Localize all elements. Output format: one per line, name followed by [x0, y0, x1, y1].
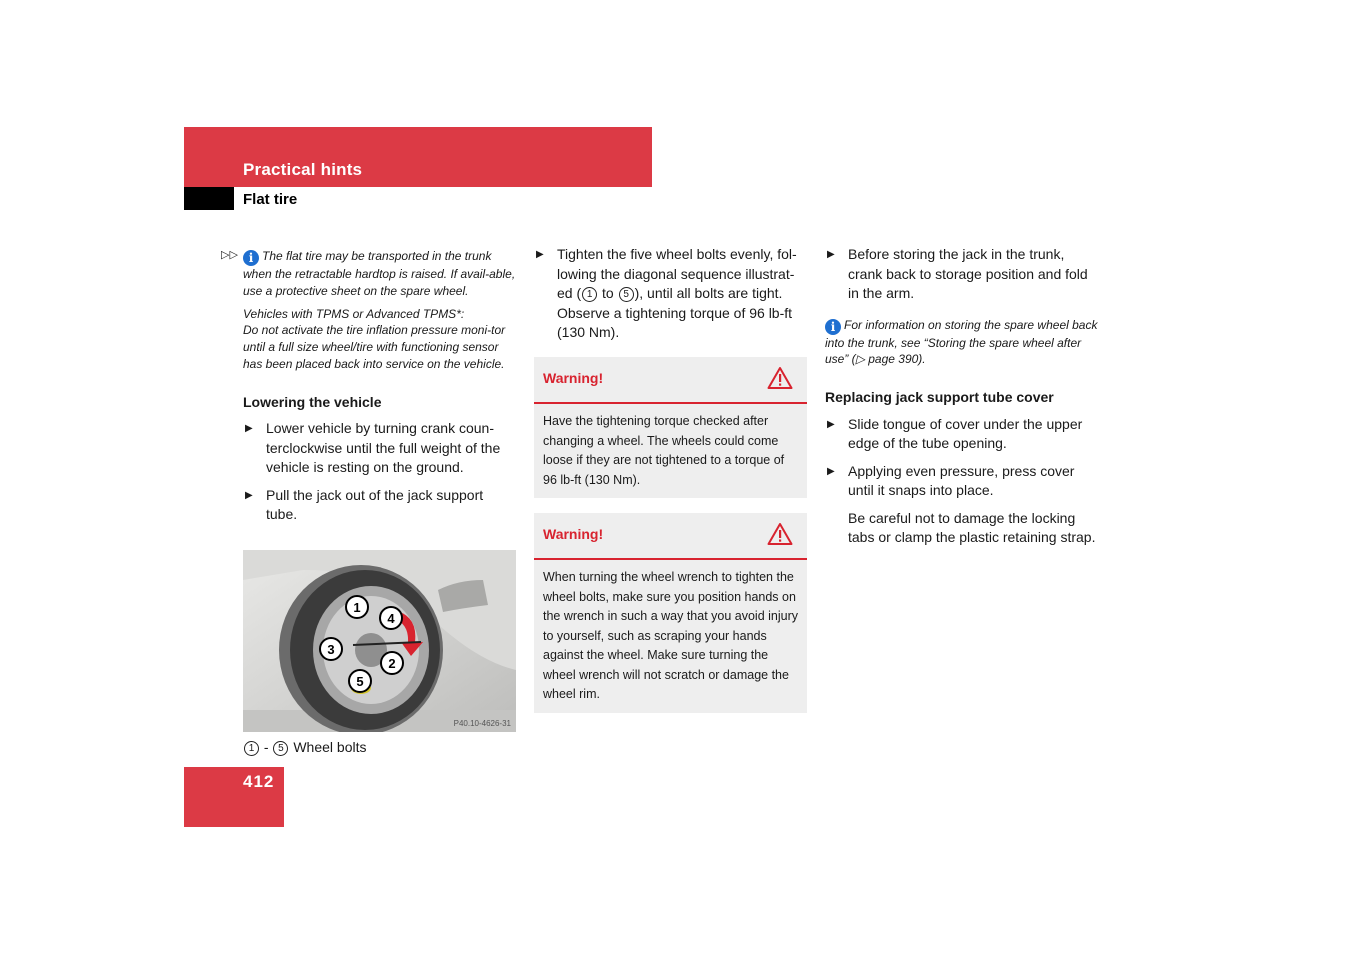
info-note-2-body: Do not activate the tire inflation pressure moni-tor until a full size wheel/tire with functioning sensor has been placed back into service on the vehicle. — [243, 323, 506, 371]
info-note-storage — [825, 317, 1101, 369]
left-column — [221, 248, 517, 525]
info-note-2 — [243, 306, 517, 373]
info-note-1 — [221, 248, 517, 300]
info-icon: i — [825, 319, 841, 335]
section-title: Practical hints — [243, 160, 363, 179]
list-item-text-part1: Tighten the five wheel bolts evenly, fol-lowing the diagonal sequence illustrat-ed ( — [557, 246, 797, 301]
caution-paragraph: Be careful not to damage the locking tabs or clamp the plastic retaining strap. — [848, 509, 1096, 546]
warning-text: When turning the wheel wrench to tighten the wheel bolts, make sure you position hands on the wrench in such a way that you avoid injury to yourself, such as scraping your hands against the wheel. Make sure turning the wheel wrench will not scratch or damage the wheel rim. — [543, 570, 798, 701]
replacing-cover-heading: Replacing jack support tube cover — [825, 389, 1054, 406]
bolt-label-4: 4 — [387, 611, 395, 626]
info-note-storage-text: For information on storing the spare wheel back into the trunk, see “Storing the spare wheel after use” (▷ page 390). — [825, 317, 1098, 367]
list-item-text: Slide tongue of cover under the upper edge of the tube opening. — [848, 415, 1083, 452]
list-item-text-to: to — [598, 285, 618, 301]
list-item-text: Applying even pressure, press cover until it snaps into place. — [848, 462, 1075, 499]
warning-label: Warning! — [543, 370, 604, 386]
info-icon: i — [243, 250, 259, 266]
caption-bolt-start: 1 — [244, 741, 259, 756]
wheel-illustration-svg — [243, 550, 516, 732]
info-note-1-text: The flat tire may be transported in the trunk when the retractable hardtop is raised. If avail-able, use a protective sheet on the spare wheel. — [243, 249, 516, 298]
bolt-label-2: 2 — [388, 656, 396, 671]
figure-code: P40.10-4626-31 — [453, 719, 511, 728]
warning-header — [534, 513, 807, 560]
list-item — [825, 415, 1101, 454]
bullet-arrow-icon: ▶ — [827, 465, 835, 477]
bolt-label-1: 1 — [353, 600, 361, 615]
figure-caption — [243, 738, 367, 758]
list-item-text-part2: ), until all bolts are tight. Observe a tightening torque of 96 lb-ft (130 Nm). — [557, 285, 793, 340]
bolt-label-5: 5 — [356, 674, 364, 689]
bullet-arrow-icon: ▶ — [536, 249, 544, 260]
section-tab-marker — [184, 187, 234, 210]
warning-text: Have the tightening torque checked after changing a wheel. The wheels could come loose if they are not tightened to a torque of 96 lb-ft (130 Nm). — [543, 414, 785, 487]
warning-header — [534, 357, 807, 404]
warning-box-2 — [534, 513, 807, 713]
info-note-2-title: Vehicles with TPMS or Advanced TPMS*: — [243, 306, 465, 321]
warning-box-1 — [534, 357, 807, 498]
list-item — [534, 245, 809, 343]
right-column — [825, 245, 1101, 548]
bullet-arrow-icon: ▶ — [245, 489, 253, 501]
warning-label: Warning! — [543, 526, 604, 542]
middle-column — [534, 245, 809, 343]
list-item — [825, 462, 1101, 501]
caption-bolt-end: 5 — [273, 741, 288, 756]
bolt-ref-1: 1 — [582, 287, 597, 302]
warning-triangle-icon — [767, 522, 793, 546]
bullet-arrow-icon: ▶ — [827, 249, 835, 260]
wheel-bolts-illustration — [243, 550, 516, 732]
lowering-heading: Lowering the vehicle — [243, 393, 382, 410]
caption-dash: - — [260, 739, 273, 755]
list-item-text: Pull the jack out of the jack support tube. — [266, 486, 484, 523]
page-number: 412 — [243, 772, 275, 791]
list-item — [825, 245, 1101, 304]
warning-triangle-icon — [767, 366, 793, 390]
list-item — [243, 419, 517, 478]
list-item-text: Lower vehicle by turning crank coun-terclockwise until the full weight of the vehicle is resting on the ground. — [266, 420, 501, 476]
bolt-label-3: 3 — [327, 642, 335, 657]
bullet-arrow-icon: ▶ — [827, 418, 835, 430]
list-item — [243, 486, 517, 525]
caption-text: Wheel bolts — [289, 739, 367, 755]
subsection-title: Flat tire — [243, 191, 298, 208]
list-item-text: Before storing the jack in the trunk, crank back to storage position and fold in the arm. — [848, 246, 1088, 301]
bolt-ref-5: 5 — [619, 287, 634, 302]
continuation-marker: ▷▷ — [221, 249, 238, 261]
bullet-arrow-icon: ▶ — [245, 423, 253, 435]
